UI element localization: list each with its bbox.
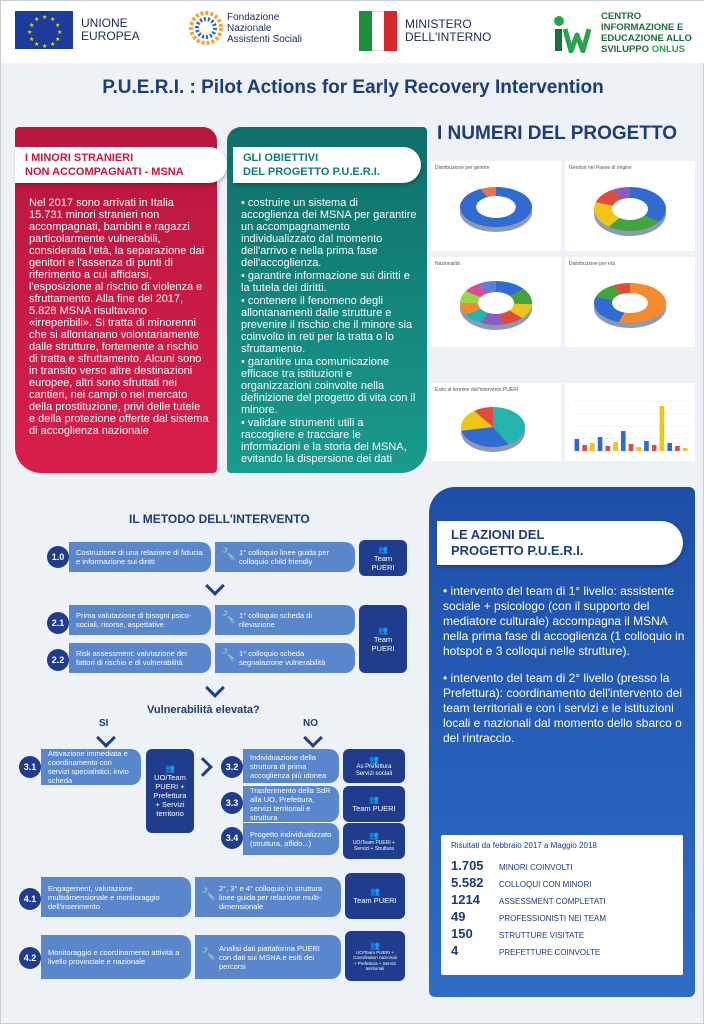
step-2-1-tool: [215, 605, 355, 635]
azioni-tag: [437, 521, 683, 565]
step-number: 3.3: [221, 792, 243, 814]
team-label: As Prefettura Servizi sociali: [355, 763, 393, 777]
bar: [675, 446, 680, 451]
team-icon: 👥: [369, 830, 379, 840]
team-label: Team PUERI: [371, 553, 395, 572]
pie-eta: [565, 257, 695, 347]
team-icon: 👥: [378, 544, 388, 554]
vulnerability-question: Vulnerabilità elevata?: [147, 704, 260, 716]
step-number: 2.2: [47, 649, 69, 671]
wrench-icon: 🔧: [221, 610, 236, 624]
risultato-num: 5.582: [451, 875, 484, 890]
risultato-row: [451, 926, 673, 941]
risultato-label: ASSESSMENT COMPLETATI: [499, 897, 606, 906]
chart-title-eta: Distribuzione per età: [569, 261, 615, 267]
wrench-icon: 🔧: [201, 947, 216, 961]
team-icon: 👥: [369, 754, 379, 764]
bar: [590, 443, 595, 451]
risultati-title: Risultati da febbraio 2017 a Maggio 2018: [451, 841, 597, 850]
chart-genitori: [565, 161, 695, 251]
chart-eta: [565, 257, 695, 347]
obiettivi-tag-line-2: DEL PROGETTO P.U.E.R.I.: [243, 166, 380, 178]
si-label: SI: [99, 718, 109, 729]
chart-title-nazionalita: Nazionalità: [435, 261, 460, 267]
fnas-mark-icon: [189, 11, 223, 45]
step-3-2: Individuazione della struttura di prima accoglienza più idonea: [243, 749, 339, 783]
donut-hole: [478, 292, 514, 314]
step-4-1-tool: [195, 877, 341, 917]
step-number: 3.4: [221, 827, 243, 849]
bar: [629, 444, 634, 451]
risultato-num: 150: [451, 926, 473, 941]
bar-chart: [565, 383, 695, 461]
bar: [652, 445, 657, 451]
pie-genitori: [565, 161, 695, 251]
bar: [636, 447, 641, 451]
ciess-onlus: ONLUS: [651, 44, 685, 55]
fnas-line-1: Fondazione: [227, 11, 280, 23]
chart-title-genitori: Genitori nel Paese di origine: [569, 165, 632, 171]
chart-esito: [431, 383, 561, 461]
no-label: NO: [303, 718, 318, 729]
step-3-3: Trasferimento della SdR alla UO, Prefettura, servizi territoriali e struttura: [243, 786, 339, 822]
ciess-line-3: EDUCAZIONE ALLO: [601, 33, 692, 44]
step-1-0-tool-text: 1° colloquio linee guida per colloquio child friendly: [239, 548, 330, 566]
right-arrow-icon: [193, 757, 213, 777]
step-2-2-tool: [215, 643, 355, 673]
obiettivo-item: • validare strumenti utili a raccogliere e tracciare le informazioni e la storia del MSNA, evitando la dispersione dei dati: [241, 417, 407, 465]
msna-tag-line-1: I MINORI STRANIERI: [25, 152, 134, 164]
team-icon: 👥: [165, 764, 175, 773]
obiettivo-item: • costruire un sistema di accoglienza dei MSNA per garantire un accompagnamento individualizzato dal momento dell'arrivo e nella prima fase dell'accoglienza.: [241, 197, 417, 269]
risultato-row: [451, 909, 673, 924]
obiettivo-item: • contenere il fenomeno degli allontanamenti dalle strutture e prevenire il rischio che il minore sia coinvolto in reti per la tratta o lo sfruttamento.: [241, 295, 413, 355]
risultato-num: 4: [451, 943, 459, 958]
chart-bars: [565, 383, 695, 461]
italy-flag-icon: [359, 11, 397, 51]
step-2-1: Prima valutazione di bisogni psico-sociali, risorse, aspettative: [69, 605, 211, 635]
azioni-tag-line-1: LE AZIONI DEL: [451, 527, 545, 542]
team-label: Team PUERI: [352, 804, 396, 813]
team-box: [359, 540, 407, 576]
bar: [667, 443, 672, 451]
obiettivi-list: [241, 197, 419, 466]
wrench-icon: 🔧: [221, 547, 236, 561]
msna-text: Nel 2017 sono arrivati in Italia 15.731 minori stranieri non accompagnati, bambini e ragazzi particolarmente vulnerabili, considerata l'età, la separazione dai genitori e l'assenza di punti di riferimento a cui affidarsi, l'esposizione al rischio di violenza e sfruttamento. Alla fine del 2017, 5.828 MSNA risultavano «irreperibili». Si tratta di minorenni che si allontanano volontariamente dalle strutture, fortemente a rischio di tratta e sfruttamento. Alcuni sono in transito verso altre destinazioni europee, altri sono sfruttati nei cantieri, nei campi o nel mercato della prostituzione, privi delle tutele e della protezione offerte dal sistema di accoglienza nazionale: [29, 197, 209, 437]
eu-logo: [15, 11, 145, 49]
step-number: 4.1: [19, 888, 41, 910]
step-number: 3.1: [19, 756, 41, 778]
team-box: [343, 749, 405, 783]
azioni-text: [443, 584, 687, 758]
bar: [582, 445, 587, 451]
bar: [683, 448, 688, 451]
step-1-0: Costruzione di una relazione di fiducia e informazione sui diritti: [69, 542, 211, 572]
down-arrow-icon: [205, 576, 225, 596]
step-3-4: Progetto individualizzato (struttura, affido...): [243, 823, 339, 855]
step-2-1-tool-text: 1° colloquio scheda di rilevazione: [239, 611, 313, 629]
step-4-2-tool: [195, 935, 341, 979]
step-3-1: Attivazione immediata e coordinamento con servizi specialistici; invio scheda: [41, 749, 141, 785]
step-number: 3.2: [221, 756, 243, 778]
risultato-row: [451, 892, 673, 907]
ciess-line-1: CENTRO: [601, 11, 642, 22]
risultato-label: PREFETTURE COINVOLTE: [499, 948, 601, 957]
ciess-line-2: INFORMAZIONE E: [601, 22, 684, 33]
donut-hole: [612, 293, 648, 313]
risultato-label: STRUTTURE VISITATE: [499, 931, 585, 940]
risultato-label: COLLOQUI CON MINORI: [499, 880, 592, 889]
team-icon: 👥: [369, 795, 379, 804]
wrench-icon: 🔧: [221, 648, 236, 662]
chart-nazionalita: [431, 257, 561, 347]
bar: [660, 406, 665, 451]
obiettivo-item: • garantire una comunicazione efficace tra istituzioni e organizzazioni coinvolte nella definizione del progetto di vita con il minore.: [241, 356, 416, 416]
ministero-logo: [359, 11, 505, 51]
donut-hole: [612, 198, 648, 220]
risultato-row: [451, 875, 673, 890]
chart-genere: [431, 161, 561, 251]
team-icon: 👥: [370, 887, 380, 896]
fnas-line-3: Assistenti Sociali: [227, 33, 303, 45]
team-label: Team PUERI: [371, 634, 395, 653]
bar: [621, 431, 626, 451]
down-arrow-icon: [303, 728, 323, 748]
azioni-tag-line-2: PROGETTO P.U.E.R.I.: [451, 543, 584, 558]
risultato-row: [451, 858, 673, 873]
ciess-line-4: [601, 44, 692, 55]
step-4-2: Monitoraggio e coordinamento attività a livello provinciale e nazionale: [41, 935, 191, 979]
team-box: [343, 823, 405, 859]
risultato-num: 1214: [451, 892, 480, 907]
charts-area: [431, 161, 695, 461]
chart-title-genere: Distribuzione per genere: [435, 165, 490, 171]
bar: [598, 437, 603, 451]
ciess-name: [601, 11, 692, 55]
ministero-name: MINISTERO DELL'INTERNO: [405, 17, 492, 44]
team-icon: 👥: [370, 940, 380, 950]
pie-nazionalita: [431, 257, 561, 347]
team-label: UO/Team PUERI + Coordinatori nazionali + Prefettura + Servizi territoriali: [353, 949, 397, 971]
msna-tag-line-2: NON ACCOMPAGNATI - MSNA: [25, 166, 184, 178]
step-2-2-tool-text: 1° colloquio scheda segnalazione vulnerabilità: [239, 649, 326, 667]
fnas-logo: [189, 11, 302, 45]
step-4-1: Engagement, valutazione multidimensionale e monitoraggio dell'inserimento: [41, 877, 191, 917]
step-number: 4.2: [19, 947, 41, 969]
team-label: UO/Team PUERI + Prefettura + Servizi territorio: [153, 773, 187, 818]
eu-name: UNIONE EUROPEA: [81, 16, 140, 43]
numeri-title: I NUMERI DEL PROGETTO: [437, 123, 677, 144]
ciess-logo: [549, 11, 692, 55]
obiettivi-tag-line-1: GLI OBIETTIVI: [243, 152, 319, 164]
step-2-2: Risk assessment: valutazione dei fattori di rischio e di vulnerabilità: [69, 643, 211, 673]
risultato-label: MINORI COINVOLTI: [499, 863, 573, 872]
team-label: Team PUERI: [353, 896, 397, 905]
down-arrow-icon: [205, 678, 225, 698]
team-box: [146, 749, 194, 833]
down-arrow-icon: [96, 728, 116, 748]
step-1-0-tool: [215, 542, 355, 572]
pie-esito: [431, 383, 561, 461]
team-icon: 👥: [378, 625, 388, 635]
pie-genere: [431, 161, 561, 251]
risultato-label: PROFESSIONISTI NEI TEAM: [499, 914, 606, 923]
poster-title: P.U.E.R.I. : Pilot Actions for Early Recovery Intervention: [102, 77, 604, 98]
team-label: UO/Team PUERI + Servizi + Struttura: [352, 839, 396, 852]
wrench-icon: 🔧: [201, 887, 216, 901]
chart-title-esito: Esito al termine dell'intervento PUERI: [435, 387, 519, 393]
header: [1, 1, 704, 63]
risultati-box: [441, 835, 683, 975]
fnas-line-2: Nazionale: [227, 22, 272, 34]
bar: [644, 441, 649, 451]
ciess-mark-icon: [549, 13, 595, 53]
step-4-1-tool-text: 2°, 3° e 4° colloquio in struttura linee guida per relazione multi-dimensionale: [219, 883, 323, 911]
obiettivi-tag: [233, 147, 421, 183]
step-number: 2.1: [47, 612, 69, 634]
azione-2: • intervento del team di 2° livello (presso la Prefettura): coordinamento dell'intervento dei team territoriali e con i servizi e le istituzioni locali e nazionali dal momento dello sbarco o del rintraccio.: [443, 671, 683, 745]
team-box: [345, 873, 405, 919]
risultato-row: [451, 943, 673, 958]
donut-hole: [476, 196, 516, 218]
step-number: 1.0: [47, 546, 69, 568]
msna-tag: [15, 147, 227, 183]
bar: [613, 442, 618, 451]
bar: [605, 446, 610, 451]
ciess-sviluppo: SVILUPPO: [601, 44, 650, 55]
team-box: [343, 786, 405, 822]
team-box: [359, 605, 407, 673]
fnas-name: [227, 12, 302, 45]
obiettivo-item: • garantire informazione sui diritti e la tutela dei diritti.: [241, 270, 410, 294]
team-box: [345, 931, 405, 981]
risultato-num: 1.705: [451, 858, 484, 873]
risultato-num: 49: [451, 909, 466, 924]
step-4-2-tool-text: Analisi dati piattaforma PUERI con dati sui MSNA e esiti dei percorsi: [219, 943, 320, 971]
azione-1: • intervento del team di 1° livello: assistente sociale + psicologo (con il supporto del mediatore culturale) accompagna il MSNA nella prima fase di accoglienza (1 colloquio in hotspot e 3 colloqui nelle strutture).: [443, 584, 685, 658]
eu-flag-icon: ★ ★ ★ ★ ★ ★ ★ ★ ★ ★ ★ ★: [15, 11, 73, 49]
bar: [575, 439, 580, 451]
metodo-title: IL METODO DELL'INTERVENTO: [129, 512, 310, 526]
